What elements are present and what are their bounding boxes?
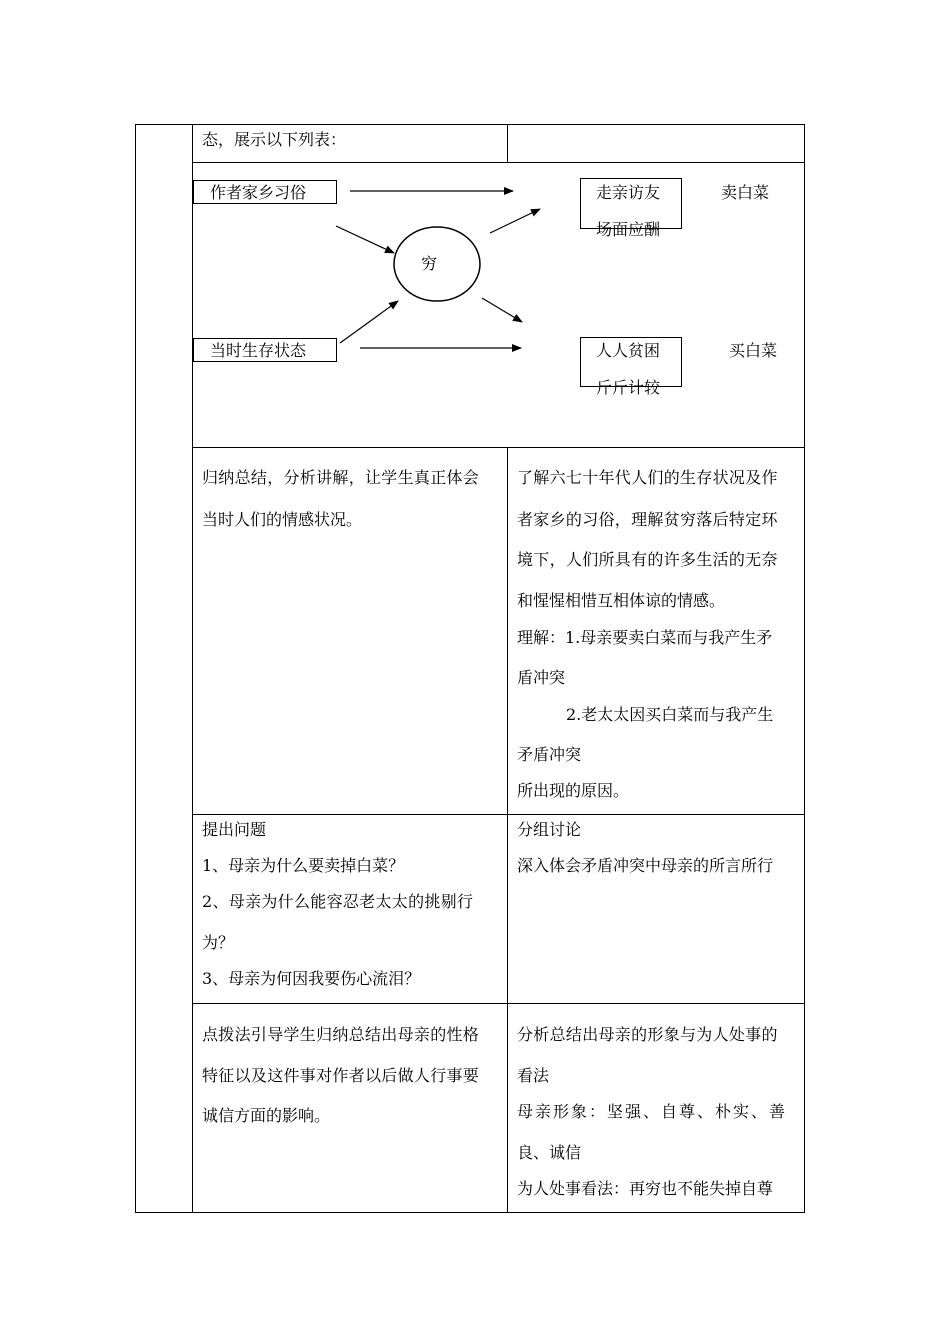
arrow-center-to-visit: [490, 209, 540, 233]
row4-right-line2: 深入体会矛盾冲突中母亲的所言所行: [517, 856, 774, 875]
row4-left-line5: 3、母亲为何因我要伤心流泪？: [202, 969, 421, 988]
arrow-center-to-poor: [482, 298, 522, 322]
box-poor-line2: 斤斤计较: [596, 378, 661, 397]
arrow-customs-to-center: [336, 226, 394, 253]
row3-right-line8: 矛盾冲突: [517, 745, 582, 764]
row5-right-line1: 分析总结出母亲的形象与为人处事的: [517, 1025, 778, 1044]
row4-left-line3: 2、母亲为什么能容忍老太太的挑剔行: [202, 892, 474, 911]
row5-right-line3: 母亲形象：坚强、自尊、朴实、善: [517, 1102, 788, 1121]
row3-right-line9: 所出现的原因。: [517, 781, 630, 800]
row1-left-text: 态，展示以下列表：: [202, 130, 347, 149]
row5-right-line5: 为人处事看法：再穷也不能失掉自尊: [517, 1179, 774, 1198]
row5-left-line2: 特征以及这件事对作者以后做人行事要: [202, 1066, 480, 1085]
row3-left-line1: 归纳总结，分析讲解，让学生真正体会: [202, 468, 480, 487]
row3-right-line6: 盾冲突: [517, 668, 566, 687]
row4-left-line4: 为？: [202, 933, 235, 952]
center-label: 穷: [421, 254, 438, 273]
box-customs-label: 作者家乡习俗: [210, 183, 307, 202]
box-living-label: 当时生存状态: [210, 341, 307, 360]
row3-right-line4: 和惺惺相惜互相体谅的情感。: [517, 591, 726, 610]
row3-right-line1: 了解六七十年代人们的生存状况及作: [517, 468, 778, 487]
row5-left-line3: 诚信方面的影响。: [202, 1106, 331, 1125]
box-visit-line1: 走亲访友: [596, 183, 661, 202]
row5-right-line4: 良、诚信: [517, 1143, 582, 1162]
row4-left-line1: 提出问题: [202, 820, 267, 839]
row3-right-line2: 者家乡的习俗，理解贫穷落后特定环: [517, 510, 778, 529]
row4-left-line2: 1、母亲为什么要卖掉白菜？: [202, 856, 405, 875]
box-poor-line1: 人人贫困: [596, 341, 661, 360]
row5-left-line1: 点拨法引导学生归纳总结出母亲的性格: [202, 1025, 480, 1044]
box-visit-line2: 场面应酬: [596, 220, 661, 239]
row3-right-line7: 2.老太太因买白菜而与我产生: [566, 705, 774, 724]
row3-right-line3: 境下，人们所具有的许多生活的无奈: [517, 550, 778, 569]
row4-right-line1: 分组讨论: [517, 820, 582, 839]
row3-left-line2: 当时人们的情感状况。: [202, 510, 363, 529]
label-sell-cabbage: 卖白菜: [721, 183, 770, 202]
row3-right-line5: 理解：1.母亲要卖白菜而与我产生矛: [517, 628, 773, 647]
row5-right-line2: 看法: [517, 1066, 550, 1085]
label-buy-cabbage: 买白菜: [729, 341, 778, 360]
arrow-living-to-center: [340, 301, 398, 343]
